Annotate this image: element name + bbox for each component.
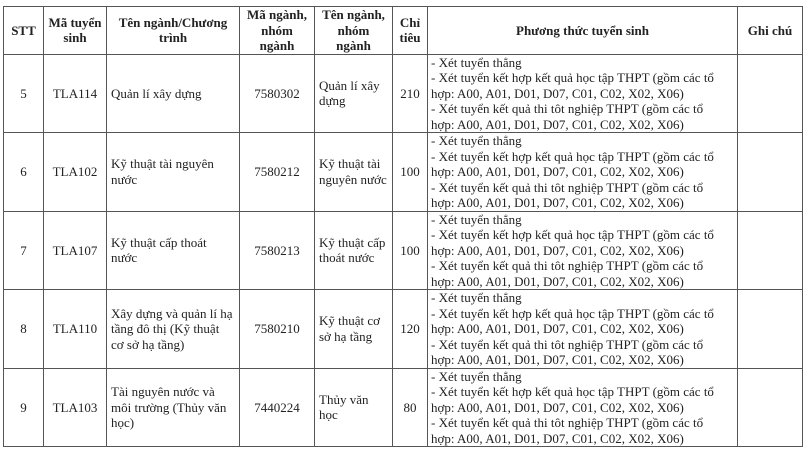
row-code: TLA107 (44, 211, 107, 290)
row-code: TLA102 (44, 133, 107, 212)
row-code: TLA114 (44, 54, 107, 133)
row-stt: 5 (4, 54, 44, 133)
row-quota: 210 (393, 54, 428, 133)
method-line: hợp: A00, A01, D01, D07, C01, C02, X02, X06) (431, 195, 684, 210)
row-major-code: 7580212 (240, 133, 315, 212)
row-program: Quản lí xây dựng (107, 54, 240, 133)
row-note (738, 211, 803, 290)
row-stt: 9 (4, 368, 44, 447)
row-quota: 100 (393, 211, 428, 290)
row-major-name: Quản lí xây dựng (315, 54, 393, 133)
row-note (738, 368, 803, 447)
row-major-name: Kỹ thuật cơ sở hạ tầng (315, 290, 393, 369)
method-line: - Xét tuyển thẳng (431, 54, 522, 70)
method-line: - Xét tuyển thẳng (431, 290, 522, 305)
table-row (4, 211, 803, 290)
method-line: - Xét tuyển kết hợp kết quả học tập THPT (gồm các tổ (431, 227, 714, 242)
method-line: hợp: A00, A01, D01, D07, C01, C02, X02, X06) (431, 273, 684, 289)
row-note (738, 290, 803, 369)
row-method (428, 54, 738, 133)
row-major-name: Kỹ thuật tài nguyên nước (315, 133, 393, 212)
method-line: hợp: A00, A01, D01, D07, C01, C02, X02, X06) (431, 352, 684, 367)
method-line: - Xét tuyển kết hợp kết quả học tập THPT (gồm các tổ (431, 70, 714, 85)
table-row (4, 133, 803, 212)
method-line: hợp: A00, A01, D01, D07, C01, C02, X02, X06) (431, 321, 684, 336)
header-program: Tên ngành/Chương trình (107, 7, 240, 55)
method-line: - Xét tuyển kết hợp kết quả học tập THPT (gồm các tổ (431, 148, 714, 164)
row-note (738, 133, 803, 212)
row-major-code: 7580210 (240, 290, 315, 369)
header-method: Phương thức tuyển sinh (428, 7, 738, 55)
row-program: Tài nguyên nước và môi trường (Thủy văn học) (107, 368, 240, 447)
table-row (4, 368, 803, 447)
row-major-code: 7580302 (240, 54, 315, 133)
method-line: hợp: A00, A01, D01, D07, C01, C02, X02, X06) (431, 430, 684, 446)
table-row (4, 290, 803, 369)
admission-table (3, 6, 803, 447)
method-line: hợp: A00, A01, D01, D07, C01, C02, X02, X06) (431, 116, 684, 132)
header-row (4, 7, 803, 55)
method-line: - Xét tuyển thẳng (431, 133, 522, 148)
row-method (428, 211, 738, 290)
row-quota: 120 (393, 290, 428, 369)
row-stt: 6 (4, 133, 44, 212)
header-major-name: Tên ngành, nhóm ngành (315, 7, 393, 55)
method-line: - Xét tuyển kết quả thi tôt nghiệp THPT (gồm các tổ (431, 336, 704, 352)
row-stt: 7 (4, 211, 44, 290)
row-method (428, 290, 738, 369)
header-stt: STT (4, 7, 44, 55)
row-stt: 8 (4, 290, 44, 369)
method-line: hợp: A00, A01, D01, D07, C01, C02, X02, X06) (431, 399, 684, 415)
row-major-code: 7440224 (240, 368, 315, 447)
row-method (428, 368, 738, 447)
method-line: - Xét tuyển kết quả thi tôt nghiệp THPT (gồm các tổ (431, 179, 704, 195)
method-line: hợp: A00, A01, D01, D07, C01, C02, X02, X06) (431, 242, 684, 258)
method-line: - Xét tuyển kết quả thi tôt nghiệp THPT (gồm các tổ (431, 101, 704, 116)
method-line: - Xét tuyển thẳng (431, 368, 522, 384)
method-line: - Xét tuyển kết hợp kết quả học tập THPT (gồm các tổ (431, 384, 714, 399)
method-line: - Xét tuyển kết hợp kết quả học tập THPT (gồm các tổ (431, 305, 714, 321)
header-quota: Chỉ tiêu (393, 7, 428, 55)
row-major-name: Thủy văn học (315, 368, 393, 447)
method-line: - Xét tuyển kết quả thi tôt nghiệp THPT (gồm các tổ (431, 415, 704, 430)
row-program: Kỹ thuật tài nguyên nước (107, 133, 240, 212)
row-program: Kỹ thuật cấp thoát nước (107, 211, 240, 290)
row-code: TLA110 (44, 290, 107, 369)
method-line: - Xét tuyển kết quả thi tôt nghiệp THPT (gồm các tổ (431, 258, 704, 273)
method-line: hợp: A00, A01, D01, D07, C01, C02, X02, X06) (431, 164, 684, 179)
row-code: TLA103 (44, 368, 107, 447)
header-code: Mã tuyển sinh (44, 7, 107, 55)
header-note: Ghi chú (738, 7, 803, 55)
row-major-code: 7580213 (240, 211, 315, 290)
row-quota: 100 (393, 133, 428, 212)
row-major-name: Kỹ thuật cấp thoát nước (315, 211, 393, 290)
table-row (4, 54, 803, 133)
row-quota: 80 (393, 368, 428, 447)
row-note (738, 54, 803, 133)
row-method (428, 133, 738, 212)
method-line: - Xét tuyển thẳng (431, 211, 522, 227)
header-major-code: Mã ngành, nhóm ngành (240, 7, 315, 55)
row-program: Xây dựng và quản lí hạ tầng đô thị (Kỹ thuật cơ sở hạ tầng) (107, 290, 240, 369)
method-line: hợp: A00, A01, D01, D07, C01, C02, X02, X06) (431, 85, 684, 101)
